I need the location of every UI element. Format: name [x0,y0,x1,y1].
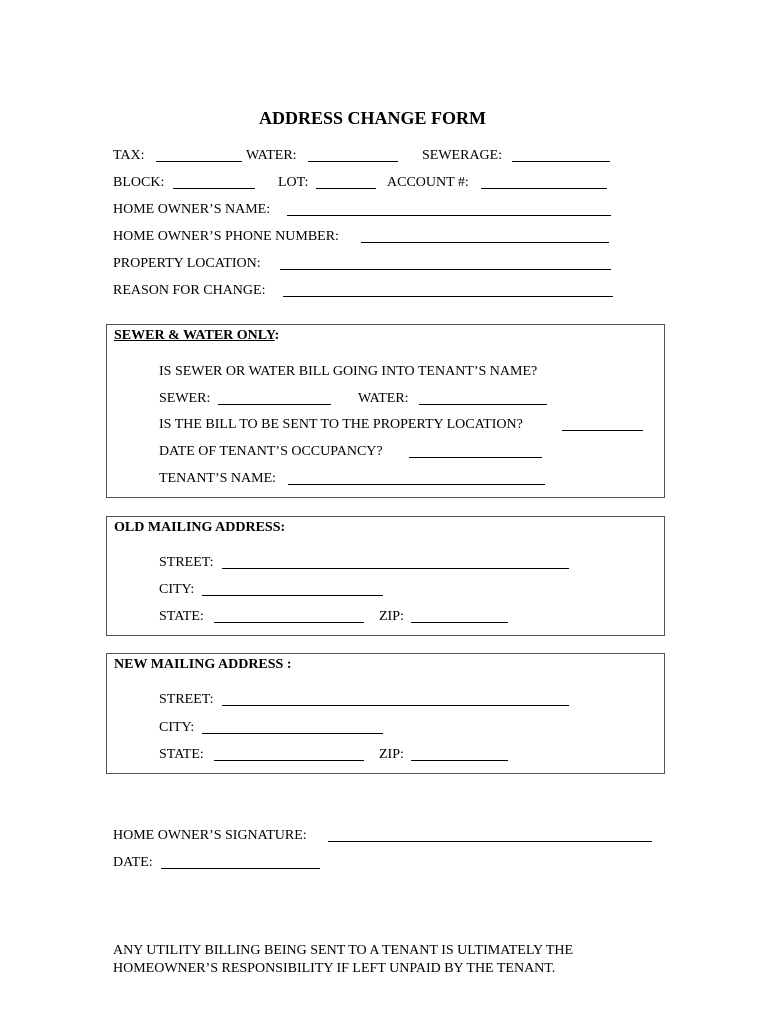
new-state-label: STATE: [159,747,204,762]
old-street-label: STREET: [159,555,214,570]
old-zip-field[interactable] [411,622,508,623]
block-label: BLOCK: [113,175,165,190]
new-zip-label: ZIP: [379,747,404,762]
old-zip-label: ZIP: [379,609,404,624]
old-city-label: CITY: [159,582,195,597]
water-field[interactable] [308,161,398,162]
sewer-water-heading [114,328,279,344]
old-street-field[interactable] [222,568,569,569]
new-city-label: CITY: [159,720,195,735]
occupancy-field[interactable] [409,457,542,458]
notice-line-2: HOMEOWNER’S RESPONSIBILITY IF LEFT UNPAID BY THE TENANT. [113,961,556,976]
new-zip-field[interactable] [411,760,508,761]
tenant-name-label: TENANT’S NAME: [159,471,277,486]
tenant-sewer-label: SEWER: [159,391,211,406]
sewer-water-heading-text: SEWER & WATER ONLY [114,328,275,343]
new-street-field[interactable] [222,705,569,706]
water-label: WATER: [246,148,297,163]
block-field[interactable] [173,188,255,189]
new-city-field[interactable] [202,733,383,734]
date-field[interactable] [161,868,320,869]
reason-field[interactable] [283,296,613,297]
new-street-label: STREET: [159,692,214,707]
new-state-field[interactable] [214,760,364,761]
form-title: ADDRESS CHANGE FORM [259,108,487,128]
tax-field[interactable] [156,161,242,162]
tenant-sewer-field[interactable] [218,404,331,405]
account-label: ACCOUNT #: [387,175,469,190]
old-state-label: STATE: [159,609,204,624]
sewerage-field[interactable] [512,161,610,162]
old-address-heading: OLD MAILING ADDRESS: [114,520,286,535]
property-location-label: PROPERTY LOCATION: [113,256,261,271]
tax-label: TAX: [113,148,145,163]
date-label: DATE: [113,855,153,870]
property-location-field[interactable] [280,269,611,270]
property-bill-field[interactable] [562,430,643,431]
owner-phone-label: HOME OWNER’S PHONE NUMBER: [113,229,339,244]
notice-line-1: ANY UTILITY BILLING BEING SENT TO A TENANT IS ULTIMATELY THE [113,943,574,958]
owner-name-field[interactable] [287,215,611,216]
sewer-water-heading-colon: : [274,328,280,343]
new-address-heading: NEW MAILING ADDRESS : [114,657,292,672]
reason-label: REASON FOR CHANGE: [113,283,266,298]
old-city-field[interactable] [202,595,383,596]
sewerage-label: SEWERAGE: [422,148,503,163]
property-bill-question: IS THE BILL TO BE SENT TO THE PROPERTY LOCATION? [159,417,523,432]
lot-field[interactable] [316,188,376,189]
owner-name-label: HOME OWNER’S NAME: [113,202,271,217]
signature-field[interactable] [328,841,652,842]
old-state-field[interactable] [214,622,364,623]
tenant-water-label: WATER: [358,391,409,406]
account-field[interactable] [481,188,607,189]
tenant-water-field[interactable] [419,404,547,405]
occupancy-label: DATE OF TENANT’S OCCUPANCY? [159,444,383,459]
lot-label: LOT: [278,175,309,190]
tenant-question: IS SEWER OR WATER BILL GOING INTO TENANT’S NAME? [159,364,538,379]
owner-phone-field[interactable] [361,242,609,243]
signature-label: HOME OWNER’S SIGNATURE: [113,828,307,843]
tenant-name-field[interactable] [288,484,545,485]
